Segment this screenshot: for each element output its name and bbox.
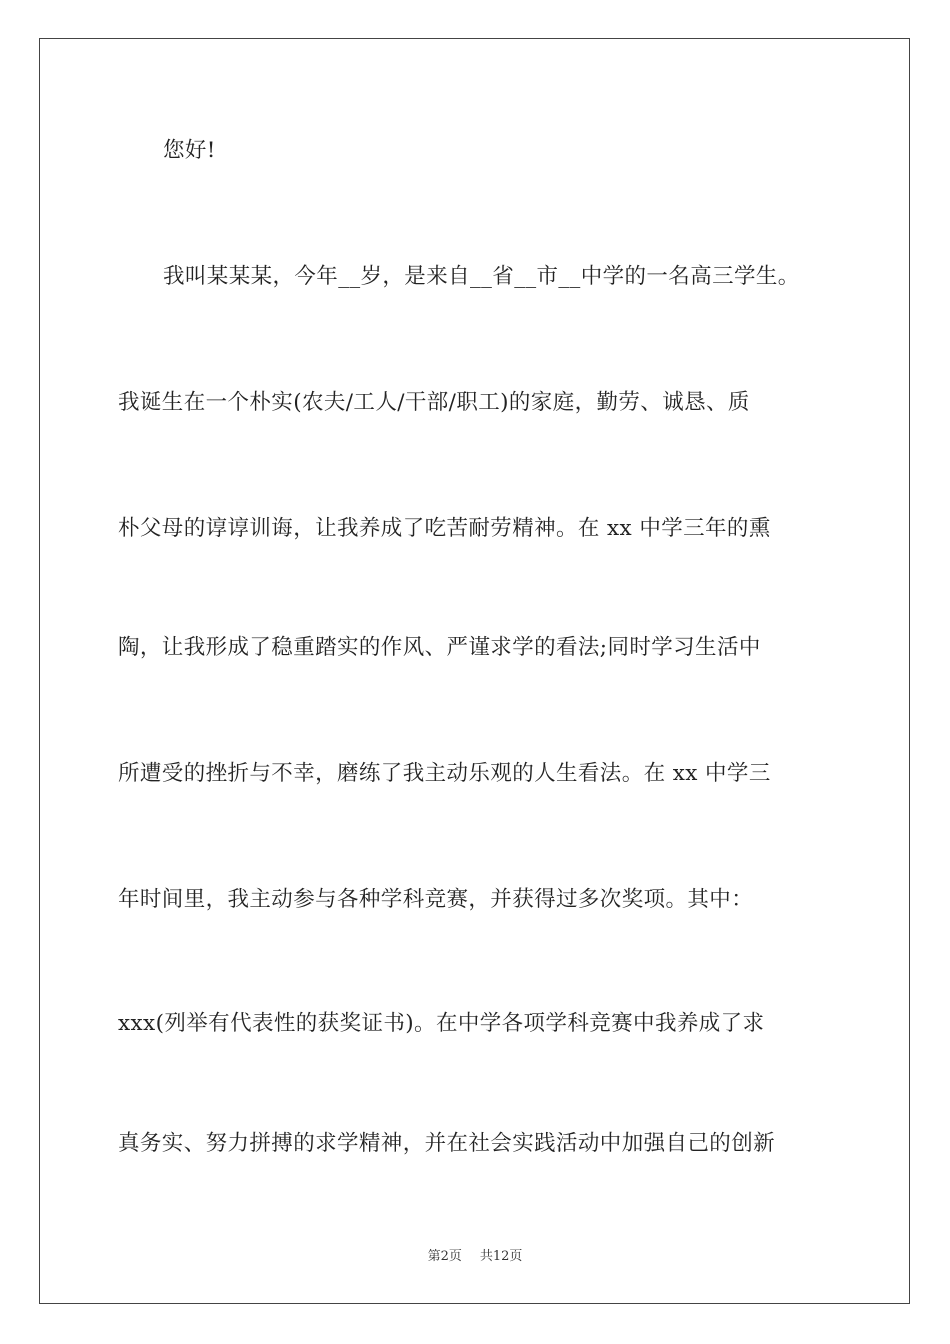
page-number: 第2页 (427, 1249, 462, 1264)
body-line-5: 所遭受的挫折与不幸，磨练了我主动乐观的人生看法。在 xx 中学三 (118, 761, 771, 786)
page-total: 共12页 (479, 1249, 523, 1264)
body-line-6: 年时间里，我主动参与各种学科竞赛，并获得过多次奖项。其中： (118, 887, 754, 912)
body-line-7: xxx(列举有代表性的获奖证书)。在中学各项学科竞赛中我养成了求 (118, 1011, 765, 1036)
body-line-3: 朴父母的谆谆训诲，让我养成了吃苦耐劳精神。在 xx 中学三年的熏 (118, 516, 771, 541)
page-footer (0, 1248, 950, 1266)
body-line-2: 我诞生在一个朴实(农夫/工人/干部/职工)的家庭，勤劳、诚恳、质 (118, 390, 750, 415)
body-line-1: 我叫某某某，今年__岁，是来自__省__市__中学的一名高三学生。 (163, 264, 800, 289)
page-border (39, 38, 910, 1304)
greeting-line: 您好! (163, 138, 216, 163)
body-line-4: 陶，让我形成了稳重踏实的作风、严谨求学的看法;同时学习生活中 (118, 635, 761, 660)
body-line-8: 真务实、努力拼搏的求学精神，并在社会实践活动中加强自己的创新 (118, 1131, 776, 1156)
